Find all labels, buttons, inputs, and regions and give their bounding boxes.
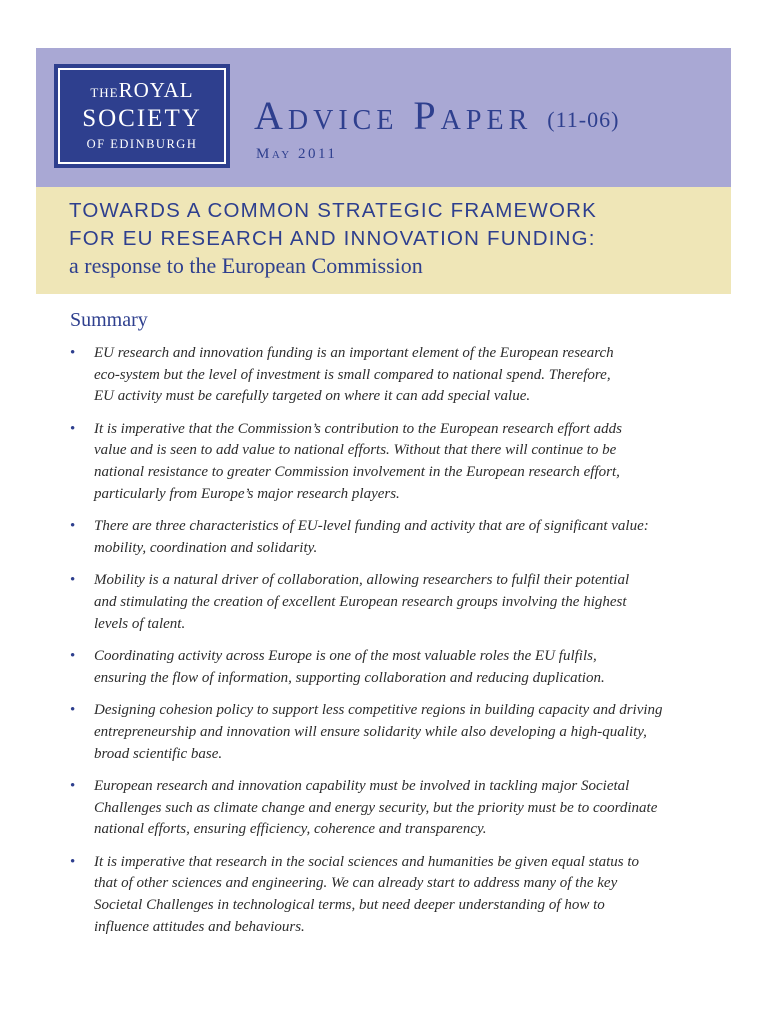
bullet-icon: •: [70, 648, 76, 665]
paper-number: (11-06): [547, 107, 620, 132]
bullet-icon: •: [70, 702, 76, 719]
document-type-title: [254, 92, 619, 144]
publication-date: May 2011: [256, 146, 338, 162]
bullet-icon: •: [70, 420, 76, 437]
summary-item-3: [70, 516, 710, 559]
summary-heading: Summary: [70, 309, 148, 331]
bullet-icon: •: [70, 853, 76, 870]
title-line-2: FOR EU RESEARCH AND INNOVATION FUNDING:: [69, 227, 596, 250]
summary-item-2: [70, 419, 710, 505]
summary-item-8: [70, 852, 710, 938]
royal-society-logo: [54, 64, 230, 168]
logo-society: SOCIETY: [82, 105, 202, 132]
summary-list: [70, 343, 710, 949]
summary-item-text: Mobility is a natural driver of collaboration, allowing researchers to fulfil their potential and stimulating the creation of excellent European research groups involving the highest levels of talent.: [94, 572, 630, 632]
summary-item-text: EU research and innovation funding is an important element of the European research eco-system but the level of investment is small compared to national spend. Therefore, EU activity must be carefully targeted on where it can add special value.: [94, 345, 614, 405]
logo-royal: ROYAL: [118, 78, 194, 102]
bullet-icon: •: [70, 778, 76, 795]
summary-item-6: [70, 700, 710, 765]
title-line-1: TOWARDS A COMMON STRATEGIC FRAMEWORK: [69, 199, 598, 222]
advice-paper-label: Advice Paper: [254, 93, 533, 138]
logo-the: THE: [90, 85, 119, 100]
summary-item-1: [70, 343, 710, 408]
subtitle: a response to the European Commission: [69, 253, 423, 278]
logo-of-edinburgh: OF EDINBURGH: [86, 137, 198, 151]
summary-item-text: It is imperative that the Commission’s contribution to the European research effort adds value and is seen to add value to national efforts. Without that there will continue to be national resistance to greater Commission involvement in the European research effort, particularly from Europe’s major research players.: [94, 420, 623, 502]
bullet-icon: •: [70, 572, 76, 589]
bullet-icon: •: [70, 518, 76, 535]
header-band: [36, 48, 731, 187]
bullet-icon: •: [70, 345, 76, 361]
summary-item-5: [70, 646, 710, 689]
summary-item-7: [70, 776, 710, 841]
summary-item-text: European research and innovation capability must be involved in tackling major Societal Challenges such as climate change and energy security, but the priority must be to coordinate national efforts, ensuring efficiency, coherence and transparency.: [94, 778, 658, 838]
summary-item-text: It is imperative that research in the social sciences and humanities be given equal status to that of other sciences and engineering. We can already start to address many of the key Societal Challenges in technological terms, but need deeper understanding of how to influence attitudes and behaviours.: [94, 853, 640, 935]
summary-item-text: There are three characteristics of EU-level funding and activity that are of significant value: mobility, coordination and solidarity.: [94, 518, 649, 556]
logo-line-1: [54, 78, 230, 105]
summary-item-text: Designing cohesion policy to support less competitive regions in building capacity and driving entrepreneurship and innovation will ensure solidarity while also developing a high-quality, broad scientific base.: [94, 702, 663, 762]
title-band: [36, 187, 731, 294]
summary-item-4: [70, 570, 710, 635]
summary-item-text: Coordinating activity across Europe is one of the most valuable roles the EU fulfils, ensuring the flow of information, supporting collaboration and reducing duplication.: [94, 648, 605, 686]
